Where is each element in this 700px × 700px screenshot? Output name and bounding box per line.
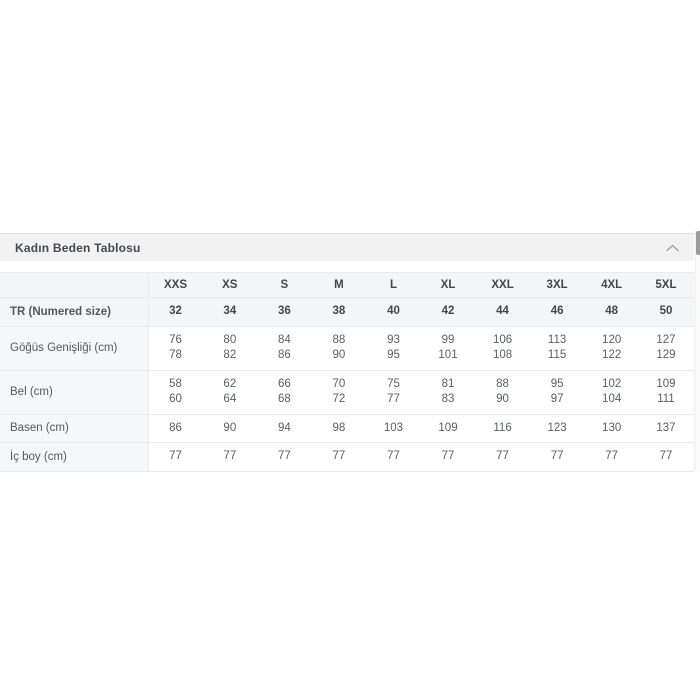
row-label: Bel (cm) — [0, 370, 148, 414]
size-value-cell: 94 — [257, 414, 312, 443]
size-value-cell: 34 — [203, 298, 258, 327]
size-header-row — [0, 273, 694, 298]
size-value-cell: 77 — [530, 443, 585, 472]
size-value-cell: 80 82 — [203, 326, 258, 370]
size-value-cell: 102 104 — [584, 370, 639, 414]
size-value-cell: 99 101 — [421, 326, 476, 370]
size-column-header: XL — [421, 273, 476, 298]
size-value-cell: 106 108 — [475, 326, 530, 370]
row-label: İç boy (cm) — [0, 443, 148, 472]
table-row — [0, 298, 694, 327]
size-value-cell: 46 — [530, 298, 585, 327]
size-chart-accordion-header[interactable] — [0, 233, 694, 261]
size-chart-title: Kadın Beden Tablosu — [15, 240, 141, 255]
size-value-cell: 50 — [639, 298, 694, 327]
size-column-header: M — [312, 273, 367, 298]
size-value-cell: 137 — [639, 414, 694, 443]
table-row — [0, 370, 694, 414]
size-column-header: 5XL — [639, 273, 694, 298]
size-value-cell: 93 95 — [366, 326, 421, 370]
size-value-cell: 95 97 — [530, 370, 585, 414]
scrollbar-track[interactable] — [695, 230, 700, 471]
size-value-cell: 40 — [366, 298, 421, 327]
size-column-header: XS — [203, 273, 258, 298]
size-value-cell: 88 90 — [475, 370, 530, 414]
size-column-header: 4XL — [584, 273, 639, 298]
size-value-cell: 77 — [366, 443, 421, 472]
size-value-cell: 90 — [203, 414, 258, 443]
table-row — [0, 326, 694, 370]
size-value-cell: 113 115 — [530, 326, 585, 370]
size-value-cell: 32 — [148, 298, 203, 327]
size-value-cell: 123 — [530, 414, 585, 443]
size-value-cell: 77 — [203, 443, 258, 472]
size-column-header: XXL — [475, 273, 530, 298]
size-value-cell: 77 — [475, 443, 530, 472]
size-value-cell: 36 — [257, 298, 312, 327]
size-value-cell: 62 64 — [203, 370, 258, 414]
size-table-container — [0, 272, 694, 472]
table-row — [0, 443, 694, 472]
size-value-cell: 103 — [366, 414, 421, 443]
size-value-cell: 127 129 — [639, 326, 694, 370]
size-value-cell: 84 86 — [257, 326, 312, 370]
size-value-cell: 58 60 — [148, 370, 203, 414]
size-column-header: 3XL — [530, 273, 585, 298]
size-value-cell: 88 90 — [312, 326, 367, 370]
size-value-cell: 44 — [475, 298, 530, 327]
size-value-cell: 77 — [257, 443, 312, 472]
size-value-cell: 120 122 — [584, 326, 639, 370]
size-value-cell: 77 — [584, 443, 639, 472]
size-value-cell: 38 — [312, 298, 367, 327]
size-column-header: L — [366, 273, 421, 298]
size-table — [0, 272, 694, 472]
size-value-cell: 77 — [639, 443, 694, 472]
size-value-cell: 48 — [584, 298, 639, 327]
size-value-cell: 76 78 — [148, 326, 203, 370]
size-column-header: S — [257, 273, 312, 298]
size-value-cell: 130 — [584, 414, 639, 443]
size-value-cell: 109 — [421, 414, 476, 443]
row-label: Göğüs Genişliği (cm) — [0, 326, 148, 370]
size-value-cell: 77 — [312, 443, 367, 472]
size-value-cell: 66 68 — [257, 370, 312, 414]
size-value-cell: 70 72 — [312, 370, 367, 414]
size-value-cell: 109 111 — [639, 370, 694, 414]
size-value-cell: 75 77 — [366, 370, 421, 414]
size-value-cell: 77 — [148, 443, 203, 472]
size-value-cell: 81 83 — [421, 370, 476, 414]
table-row — [0, 414, 694, 443]
size-value-cell: 98 — [312, 414, 367, 443]
size-value-cell: 77 — [421, 443, 476, 472]
chevron-up-icon — [666, 244, 679, 252]
size-column-header: XXS — [148, 273, 203, 298]
empty-corner-cell — [0, 273, 148, 298]
scrollbar-thumb[interactable] — [696, 231, 700, 255]
row-label: TR (Numered size) — [0, 298, 148, 327]
size-value-cell: 86 — [148, 414, 203, 443]
size-value-cell: 42 — [421, 298, 476, 327]
row-label: Basen (cm) — [0, 414, 148, 443]
size-value-cell: 116 — [475, 414, 530, 443]
